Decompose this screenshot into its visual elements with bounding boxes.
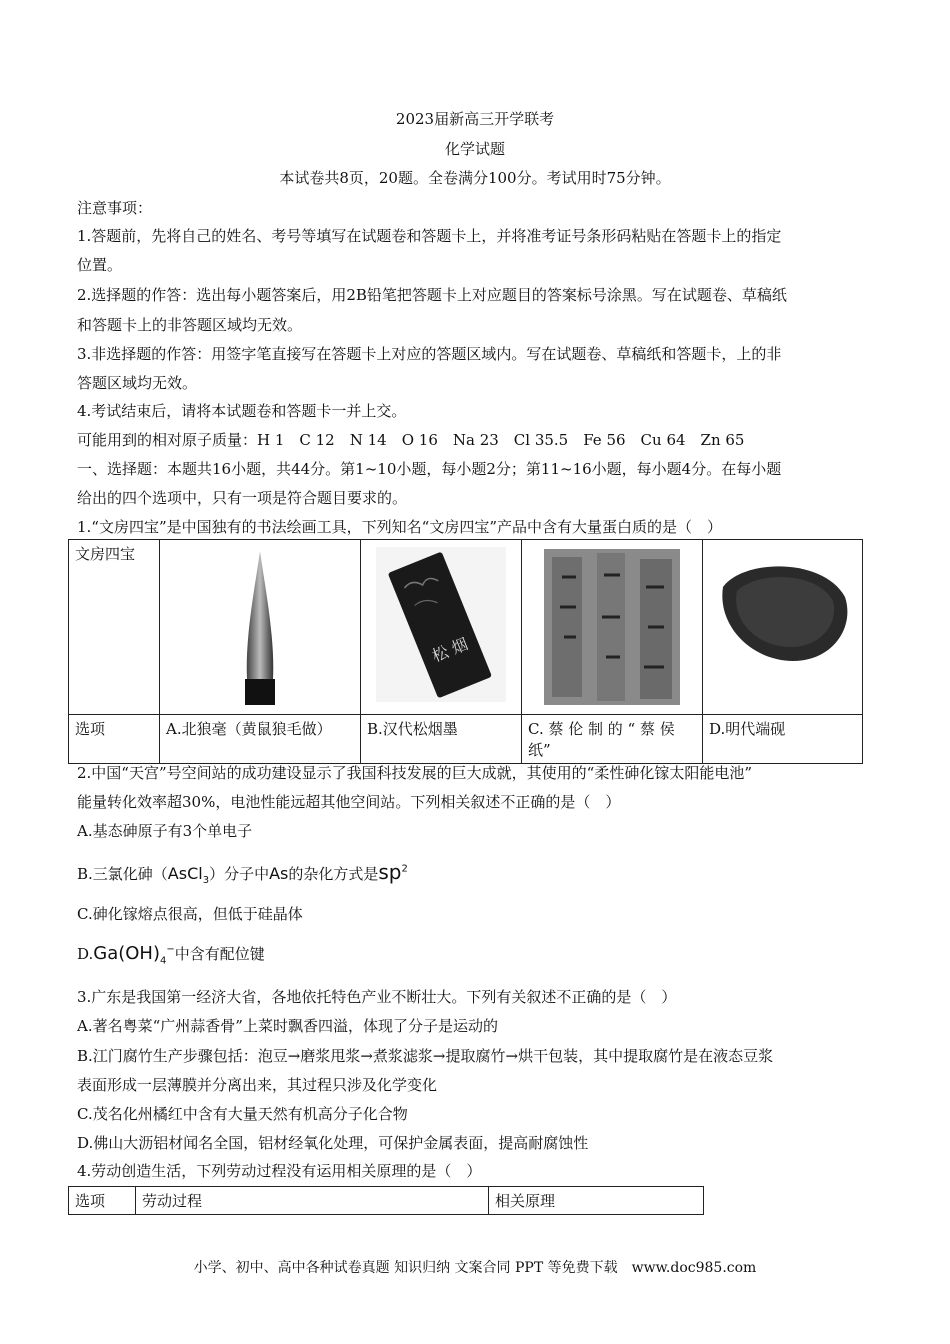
q2-option-c: C.砷化镓熔点很高，但低于硅晶体 xyxy=(77,905,303,923)
note-line: 2.选择题的作答：选出每小题答案后，用2B铅笔把答题卡上对应题目的答案标号涂黑。写在试题卷、草稿纸 xyxy=(77,286,787,304)
paper-icon xyxy=(542,547,682,707)
q1-option-a: A.北狼毫（黄鼠狼毛做） xyxy=(160,715,361,764)
q2-option-a: A.基态砷原子有3个单电子 xyxy=(77,822,253,840)
atomic-mass-line: 可能用到的相对原子质量：H 1 C 12 N 14 O 16 Na 23 Cl 35.5 Fe 56 Cu 64 Zn 65 xyxy=(77,431,745,449)
subject-title: 化学试题 xyxy=(444,140,505,158)
section-heading-cont: 给出的四个选项中，只有一项是符合题目要求的。 xyxy=(77,489,408,507)
q4-stem: 4.劳动创造生活，下列劳动过程没有运用相关原理的是（ ） xyxy=(77,1162,482,1180)
q2-option-d: $D.Ga(OH)_4^-$中含有配位键 xyxy=(77,943,265,967)
note-line: 和答题卡上的非答题区域均无效。 xyxy=(77,316,303,334)
q4-header-option: 选项 xyxy=(69,1187,136,1215)
section-heading: 一、选择题：本题共16小题，共44分。第1~10小题，每小题2分；第11~16小题，每小题4分。在每小题 xyxy=(77,460,782,478)
q2-stem: 2.中国“天宫”号空间站的成功建设显示了我国科技发展的巨大成就，其使用的“柔性砷化镓太阳能电池” xyxy=(77,764,752,782)
q2-stem-cont: 能量转化效率超30%，电池性能远超其他空间站。下列相关叙述不正确的是（ ） xyxy=(77,793,621,811)
gaoh4-formula: $Ga(OH)_4^-$ xyxy=(93,943,175,967)
q2-option-b-text: B.三氯化砷（ xyxy=(77,865,168,883)
q1-stem: 1.“文房四宝”是中国独有的书法绘画工具，下列知名“文房四宝”产品中含有大量蛋白质的是（ ） xyxy=(77,518,722,536)
q3-stem: 3.广东是我国第一经济大省，各地依托特色产业不断壮大。下列有关叙述不正确的是（ ） xyxy=(77,988,677,1006)
q1-option-b: B.汉代松烟墨 xyxy=(361,715,522,764)
q1-option-c: C. 蔡 伦 制 的 “ 蔡 侯 纸” xyxy=(522,715,703,764)
inkstone-icon xyxy=(713,557,853,667)
q1-option-c-image xyxy=(522,540,703,715)
q1-option-d-image xyxy=(703,540,863,715)
exam-title: 2023届新高三开学联考 xyxy=(395,110,555,128)
ascl3-formula: AsCl$_3$ xyxy=(167,864,210,887)
sp2-notation: $sp^2$ xyxy=(378,860,408,884)
note-line: 1.答题前，先将自己的姓名、考号等填写在试题卷和答题卡上，并将准考证号条形码粘贴在答题卡上的指定 xyxy=(77,227,782,245)
note-line: 4.考试结束后，请将本试题卷和答题卡一并上交。 xyxy=(77,402,407,420)
q3-option-c: C.茂名化州橘红中含有大量天然有机高分子化合物 xyxy=(77,1105,408,1123)
q3-option-a: A.著名粤菜“广州蒜香骨”上菜时飘香四溢，体现了分子是运动的 xyxy=(77,1017,498,1035)
exam-info: 本试卷共8页，20题。全卷满分100分。考试用时75分钟。 xyxy=(279,169,671,187)
q1-table xyxy=(68,539,863,764)
q4-header-process: 劳动过程 xyxy=(136,1187,489,1215)
q3-option-d: D.佛山大沥铝材闻名全国，铝材经氧化处理，可保护金属表面，提高耐腐蚀性 xyxy=(77,1134,589,1152)
notes-heading: 注意事项： xyxy=(77,199,153,217)
q1-option-d: D.明代端砚 xyxy=(703,715,863,764)
q1-option-a-image xyxy=(160,540,361,715)
q2-option-b: B.三氯化砷（AsCl$_3$）分子中As的杂化方式是$sp^2$ xyxy=(77,860,408,887)
q4-table xyxy=(68,1186,704,1215)
page-footer: 小学、初中、高中各种试卷真题 知识归纳 文案合同 PPT 等免费下载 www.doc985.com xyxy=(193,1260,757,1276)
q1-option-b-image xyxy=(361,540,522,715)
brush-icon xyxy=(225,547,295,707)
q4-header-principle: 相关原理 xyxy=(489,1187,704,1215)
q1-row-label: 选项 xyxy=(69,715,160,764)
q3-option-b: B.江门腐竹生产步骤包括：泡豆→磨浆甩浆→煮浆滤浆→提取腐竹→烘干包装，其中提取腐竹是在液态豆浆 xyxy=(77,1047,774,1065)
q3-option-b-cont: 表面形成一层薄膜并分离出来，其过程只涉及化学变化 xyxy=(77,1076,438,1094)
ink-stick-icon xyxy=(376,547,506,702)
ink-inscription: 松 烟 xyxy=(429,634,471,666)
note-line: 答题区域均无效。 xyxy=(77,374,198,392)
note-line: 3.非选择题的作答：用签字笔直接写在答题卡上对应的答题区域内。写在试题卷、草稿纸和答题卡，上的非 xyxy=(77,345,782,363)
q1-row-label: 文房四宝 xyxy=(69,540,160,715)
note-line: 位置。 xyxy=(77,256,123,274)
